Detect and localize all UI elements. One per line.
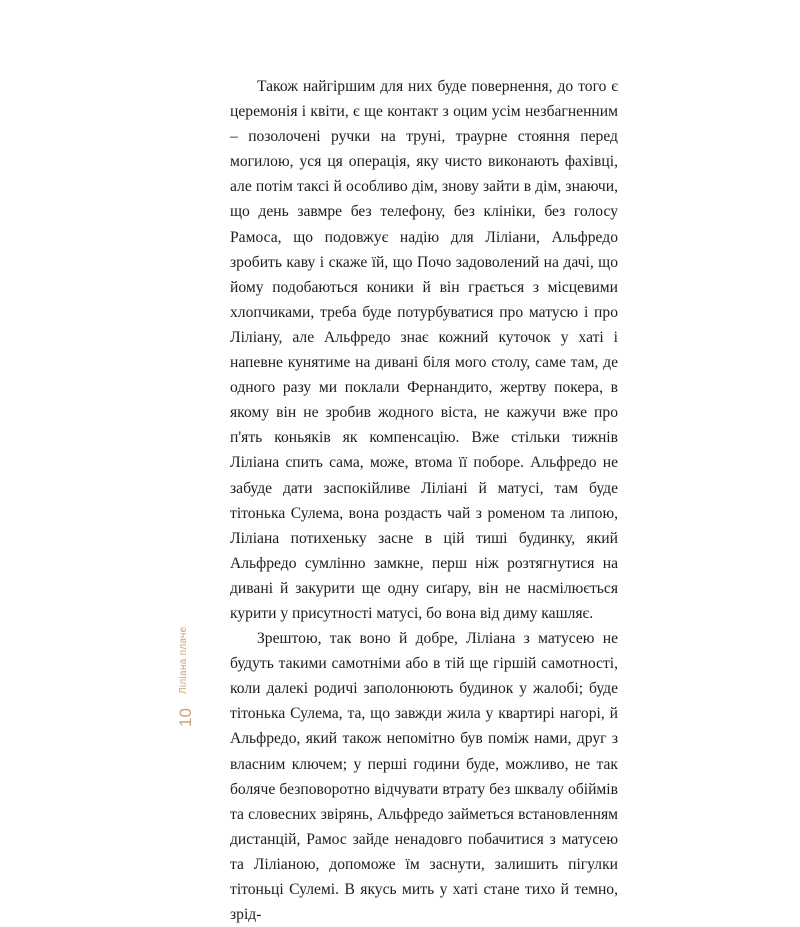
body-text xyxy=(230,74,618,927)
running-head: Ліліана плаче xyxy=(178,626,189,694)
page-number: 10 xyxy=(176,708,195,727)
paragraph-2: Зрештою, так воно й добре, Ліліана з матусею не будуть такими самотніми або в тій ще гіршій самотності, коли далекі родичі заполонюють будинок у жалобі; буде тітонька Сулема, та, що завжди жила у квартирі нагорі, й Альфредо, який також непомітно був поміж нами, друг з власним ключем; у перші години буде, можливо, не так боляче безповоротно відчувати втрату без шквалу обіймів та словесних звірянь, Альфредо займеться встановленням дистанцій, Рамос зайде ненадовго побачитися з матусею та Ліліаною, допоможе їм заснути, залишить пігулки тітоньці Сулемі. В якусь мить у хаті стане тихо й темно, зрід- xyxy=(230,630,618,924)
paragraph-1: Також найгіршим для них буде повернення, до того є церемонія і квіти, є ще контакт з оцим усім незбагненним – позолочені ручки на труні, траурне стояння перед могилою, уся ця операція, яку чисто виконають фахівці, але потім таксі й особливо дім, знову зайти в дім, знаючи, що день завмре без телефону, без клініки, без голосу Рамоса, що подовжує надію для Ліліани, Альфредо зробить каву і скаже їй, що Почо задоволений на дачі, що йому подобаються коники й він грається з місцевими хлопчиками, треба буде потурбуватися про матусю і про Ліліану, але Альфредо знає кожний куточок у хаті і напевне кунятиме на дивані біля мого столу, саме там, де одного разу ми поклали Фернандито, жертву покера, в якому він не зробив жодного віста, не кажучи вже про п'ять коньяків як компенсацію. Вже стільки тижнів Ліліана спить сама, може, втома її поборе. Альфредо не забуде дати заспокійливе Ліліані й матусі, там буде тітонька Сулема, вона роздасть чай з роменом та липою, Ліліана потихеньку засне в цій тиші будинку, який Альфредо сумлінно замкне, перш ніж розтягнутися на дивані й закурити ще одну сиґару, він не насмілюється курити у присутності матусі, бо вона від диму кашляє. xyxy=(230,78,618,622)
